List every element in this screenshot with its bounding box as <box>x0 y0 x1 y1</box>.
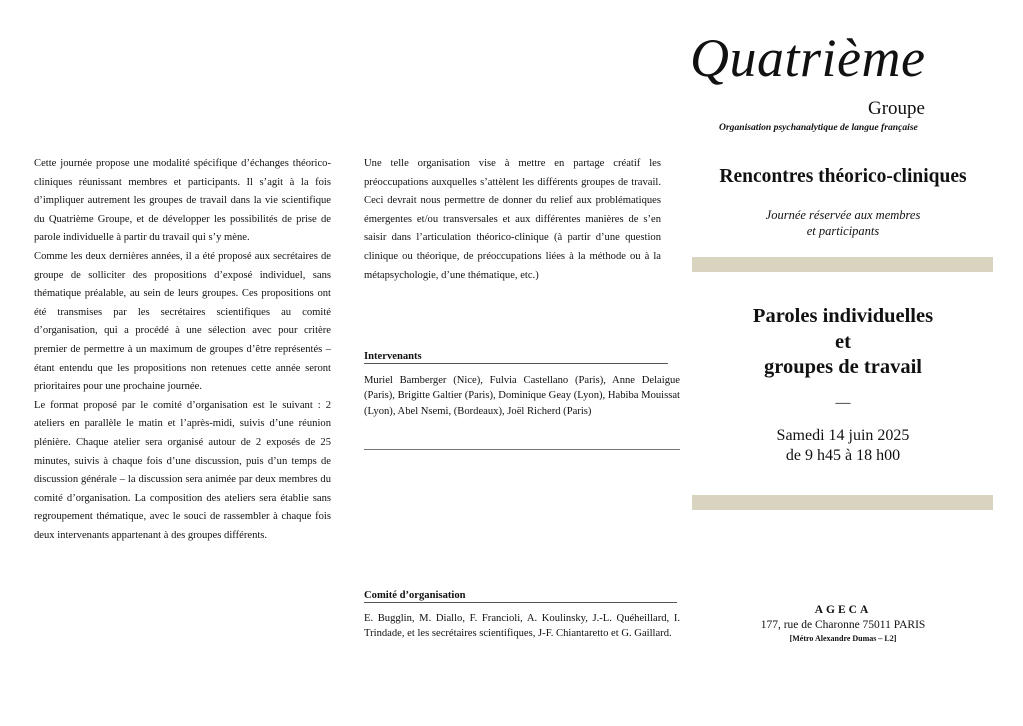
paragraph-proposals: Comme les deux dernières années, il a été proposé aux secrétaires de groupe de solliciter des propositions d’exposé individuel, sans thématique préalable, au sein de leurs groupes. Ces propositions ont été transmises par les secrétaires scientifiques au comité d’organisation, qui a procédé à une sélection avec pour critère premier de permettre à un maximum de groupes d’être représentés – étant entendu que les propositions non retenues cette année seront prioritaires pour une prochaine journée. <box>34 250 331 393</box>
theme-line-1: Paroles individuelles <box>752 305 934 327</box>
committee-heading: Comité d’organisation <box>364 590 677 603</box>
event-series-title: Rencontres théorico-cliniques <box>719 166 967 187</box>
theme-line-2: et <box>835 330 851 353</box>
paragraph-organisation: Une telle organisation vise à mettre en partage créatif les préoccupations auxquelles s’attèlent les différents groupes de travail. Ceci devrait nous permettre de donner du relief aux problématiques émergentes et/ou transversales et aux différentes manières de s’en saisir dans l’articulation théorico-clinique (à partir d’une question clinique ou théorique, de préoccupations liées à la méthode ou à la métapsychologie, d’une thématique, etc.) <box>364 158 661 281</box>
decorative-band-bottom <box>692 495 993 510</box>
decorative-band-top <box>692 257 993 272</box>
paragraph-intro: Cette journée propose une modalité spécifique d’échanges théorico-cliniques réunissant membres et participants. Il s’agit à la fois d’impliquer autrement les groupes de travail dans la vie scientifique du Quatrième Groupe, et de développer les possibilités de prise de parole individuelle à partir du travail qui s’y mène. <box>34 158 331 244</box>
paragraph-format: Le format proposé par le comité d’organisation est le suivant : 2 ateliers en parallèle le matin et l’après-midi, suivis d’une réunion plénière. Chaque atelier sera organisé autour de 2 exposés de 25 minutes, suivis à chaque fois d’une discussion, puis d’un temps de discussion générale – la discussion sera animée par deux membres du comité d’organisation. La composition des ateliers sera établie sans regroupement thématique, avec le souci de rassembler à chaque fois deux intervenants appartenant à des groupes différents. <box>34 399 331 541</box>
venue-metro: [Métro Alexandre Dumas – L2] <box>789 634 897 643</box>
event-theme <box>692 304 994 381</box>
left-column <box>34 155 331 545</box>
event-datetime <box>692 426 994 466</box>
venue-address: 177, rue de Charonne 75011 PARIS <box>760 619 926 631</box>
speakers-list: Muriel Bamberger (Nice), Fulvia Castellano (Paris), Anne Delaigue (Paris), Brigitte Galtier (Paris), Dominique Geay (Lyon), Habiba Mouissat (Lyon), Abel Nsemi, (Bordeaux), Joël Richerd (Paris) <box>364 375 680 417</box>
logo-groupe: Groupe <box>868 98 925 119</box>
speakers-divider <box>364 449 680 450</box>
audience-note <box>692 207 994 239</box>
theme-line-3: groupes de travail <box>764 356 922 378</box>
logo-quatrieme: Quatrième <box>690 28 926 88</box>
theme-separator: — <box>835 395 851 411</box>
middle-column <box>364 155 661 285</box>
audience-line-2: et participants <box>806 224 880 238</box>
speakers-heading: Intervenants <box>364 351 668 364</box>
logo-subtitle: Organisation psychanalytique de langue française <box>719 122 918 133</box>
audience-line-1: Journée réservée aux membres <box>765 208 921 222</box>
event-date: Samedi 14 juin 2025 <box>776 427 910 444</box>
venue-name: AGECA <box>814 604 872 616</box>
event-time: de 9 h45 à 18 h00 <box>785 447 901 464</box>
committee-list: E. Bugglin, M. Diallo, F. Francioli, A. Koulinsky, J.-L. Quéheillard, I. Trindade, et les secrétaires scientifiques, J-F. Chiantaretto et G. Gaillard. <box>364 613 680 639</box>
